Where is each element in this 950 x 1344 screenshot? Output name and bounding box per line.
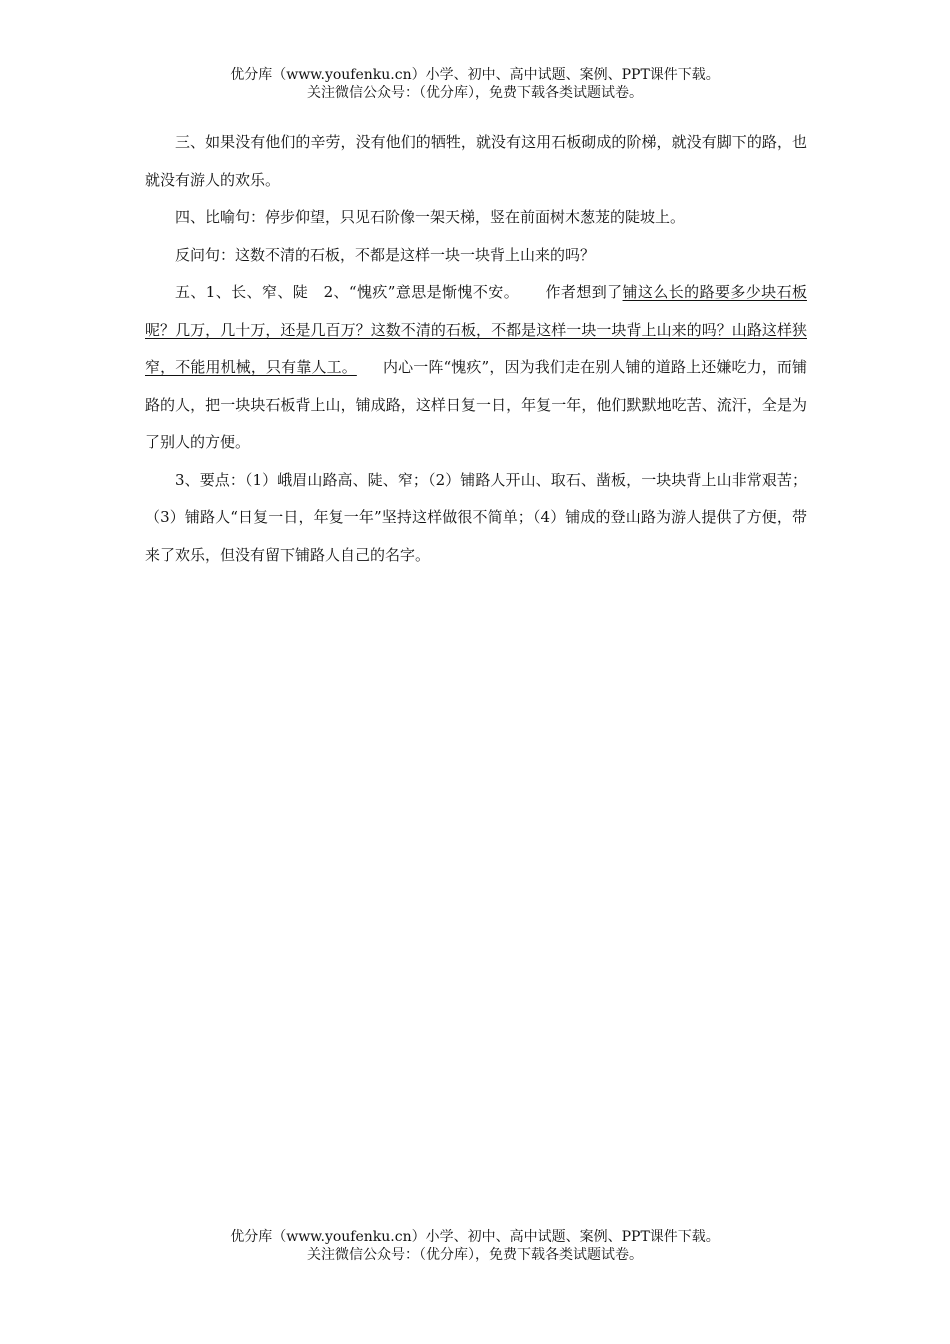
header-line-1: 优分库（www.youfenku.cn）小学、初中、高中试题、案例、PPT课件下载。 xyxy=(230,67,720,83)
paragraph-5-rest: 内心一阵“愧疚”，因为我们走在别人铺的道路上还嫌吃力，而铺路的人，把一块块石板背上山，铺成路，这样日复一日，年复一年，他们默默地吃苦、流汗，全是为了别人的方便。 xyxy=(145,358,807,451)
paragraph-4-rhetorical: 反问句：这数不清的石板，不都是这样一块一块背上山来的吗？ xyxy=(175,245,596,264)
page-header xyxy=(0,66,950,102)
paragraph-3: 三、如果没有他们的辛劳，没有他们的牺牲，就没有这用石板砌成的阶梯，就没有脚下的路，也就没有游人的欢乐。 xyxy=(145,133,807,189)
paragraph-4: 四、比喻句：停步仰望，只见石阶像一架天梯，竖在前面树木葱茏的陡坡上。 xyxy=(175,208,686,226)
document-body xyxy=(145,124,807,574)
page-footer xyxy=(0,1228,950,1264)
paragraph-6: 3、要点：（1）峨眉山路高、陡、窄；（2）铺路人开山、取石、凿板，一块块背上山非常艰苦；（3）铺路人“日复一日，年复一年”坚持这样做很不简单；（4）铺成的登山路为游人提供了方便，带来了欢乐，但没有留下铺路人自己的名字。 xyxy=(145,470,807,564)
paragraph-5-lead: 作者想到了 xyxy=(545,283,623,301)
footer-line-1: 优分库（www.youfenku.cn）小学、初中、高中试题、案例、PPT课件下载。 xyxy=(230,1229,720,1245)
paragraph-5 xyxy=(145,274,807,462)
paragraph-5-underlined: 铺这么长的路要多少块石板呢？几万，几十万，还是几百万？这数不清的石板，不都是这样一块一块背上山来的吗？山路这样狭窄，不能用机械，只有靠人工。 xyxy=(145,283,807,376)
paragraph-5-answers: 五、1、长、窄、陡 2、“愧疚”意思是惭愧不安。 xyxy=(175,283,520,301)
footer-line-2: 关注微信公众号：（优分库），免费下载各类试题试卷。 xyxy=(307,1247,643,1263)
header-line-2: 关注微信公众号：（优分库），免费下载各类试题试卷。 xyxy=(307,85,643,101)
